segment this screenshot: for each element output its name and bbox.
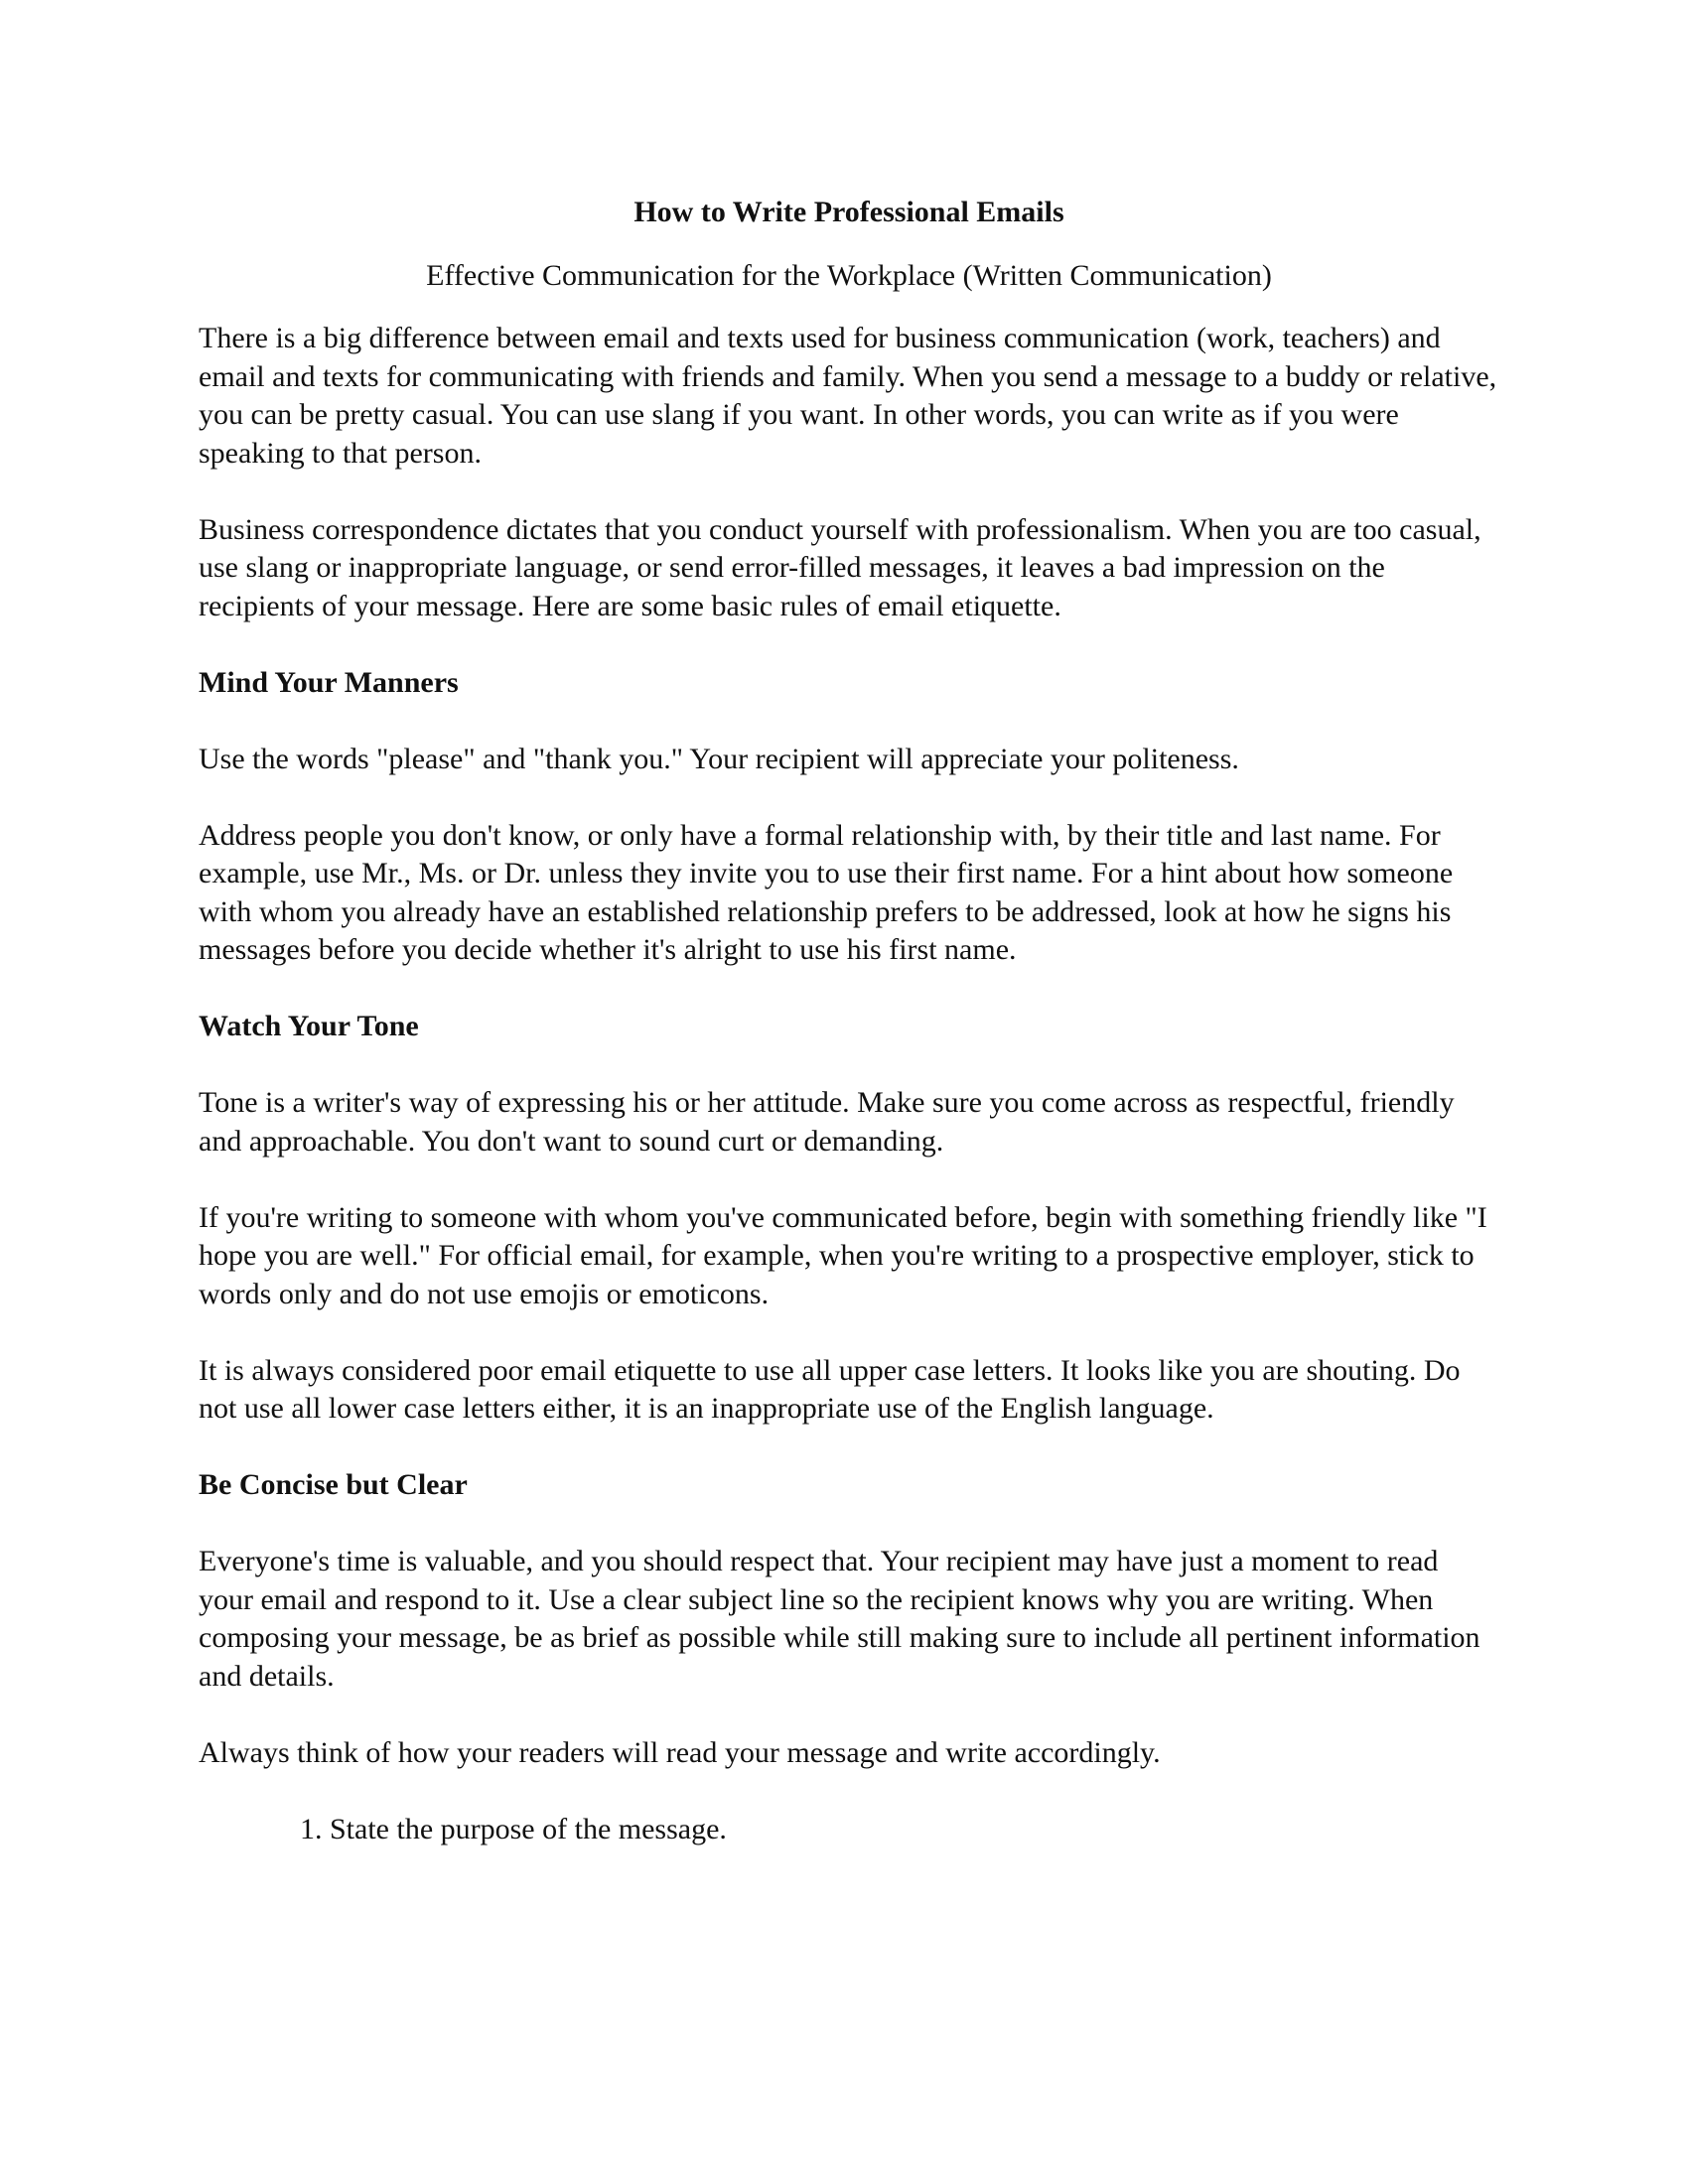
list-item: 1. State the purpose of the message. [330,1811,1499,1849]
body-paragraph: If you're writing to someone with whom you've communicated before, begin with something friendly like "I hope you are well." For official email, for example, when you're writing to a prospective employer, stick to words only and do not use emojis or emoticons. [199,1200,1487,1310]
body-paragraph: Tone is a writer's way of expressing his or her attitude. Make sure you come across as respectful, friendly and approachable. You don't want to sound curt or demanding. [199,1086,1455,1158]
document-subtitle: Effective Communication for the Workplace (Written Communication) [426,258,1272,292]
document-title: How to Write Professional Emails [633,196,1064,228]
section-heading-be-concise-but-clear: Be Concise but Clear [199,1468,468,1501]
intro-paragraph: There is a big difference between email and texts used for business communication (work, teachers) and email and texts for communicating with friends and family. When you send a message to a buddy or relative, you can be pretty casual. You can use slang if you want. In other words, you can write as if you were speaking to that person. [199,322,1497,470]
body-paragraph: Always think of how your readers will read your message and write accordingly. [199,1735,1161,1769]
body-paragraph: Everyone's time is valuable, and you should respect that. Your recipient may have just a moment to read your email and respond to it. Use a clear subject line so the recipient knows why you are writing. When composing your message, be as brief as possible while still making sure to include all pertinent information and details. [199,1545,1480,1693]
section-heading-mind-your-manners: Mind Your Manners [199,665,459,699]
body-paragraph: It is always considered poor email etiquette to use all upper case letters. It looks like you are shouting. Do not use all lower case letters either, it is an inappropriate use of the English language. [199,1353,1461,1425]
section-heading-watch-your-tone: Watch Your Tone [199,1010,419,1042]
numbered-list [199,1811,1499,1849]
document-body [199,194,1499,1848]
intro-paragraph: Business correspondence dictates that you conduct yourself with professionalism. When you are too casual, use slang or inappropriate language, or send error-filled messages, it leaves a bad impression on the recipients of your message. Here are some basic rules of email etiquette. [199,512,1481,622]
body-paragraph: Address people you don't know, or only have a formal relationship with, by their title and last name. For example, use Mr., Ms. or Dr. unless they invite you to use their first name. For a hint about how someone with whom you already have an established relationship prefers to be addressed, look at how he signs his messages before you decide whether it's alright to use his first name. [199,818,1454,966]
body-paragraph: Use the words "please" and "thank you." Your recipient will appreciate your politeness. [199,742,1239,775]
